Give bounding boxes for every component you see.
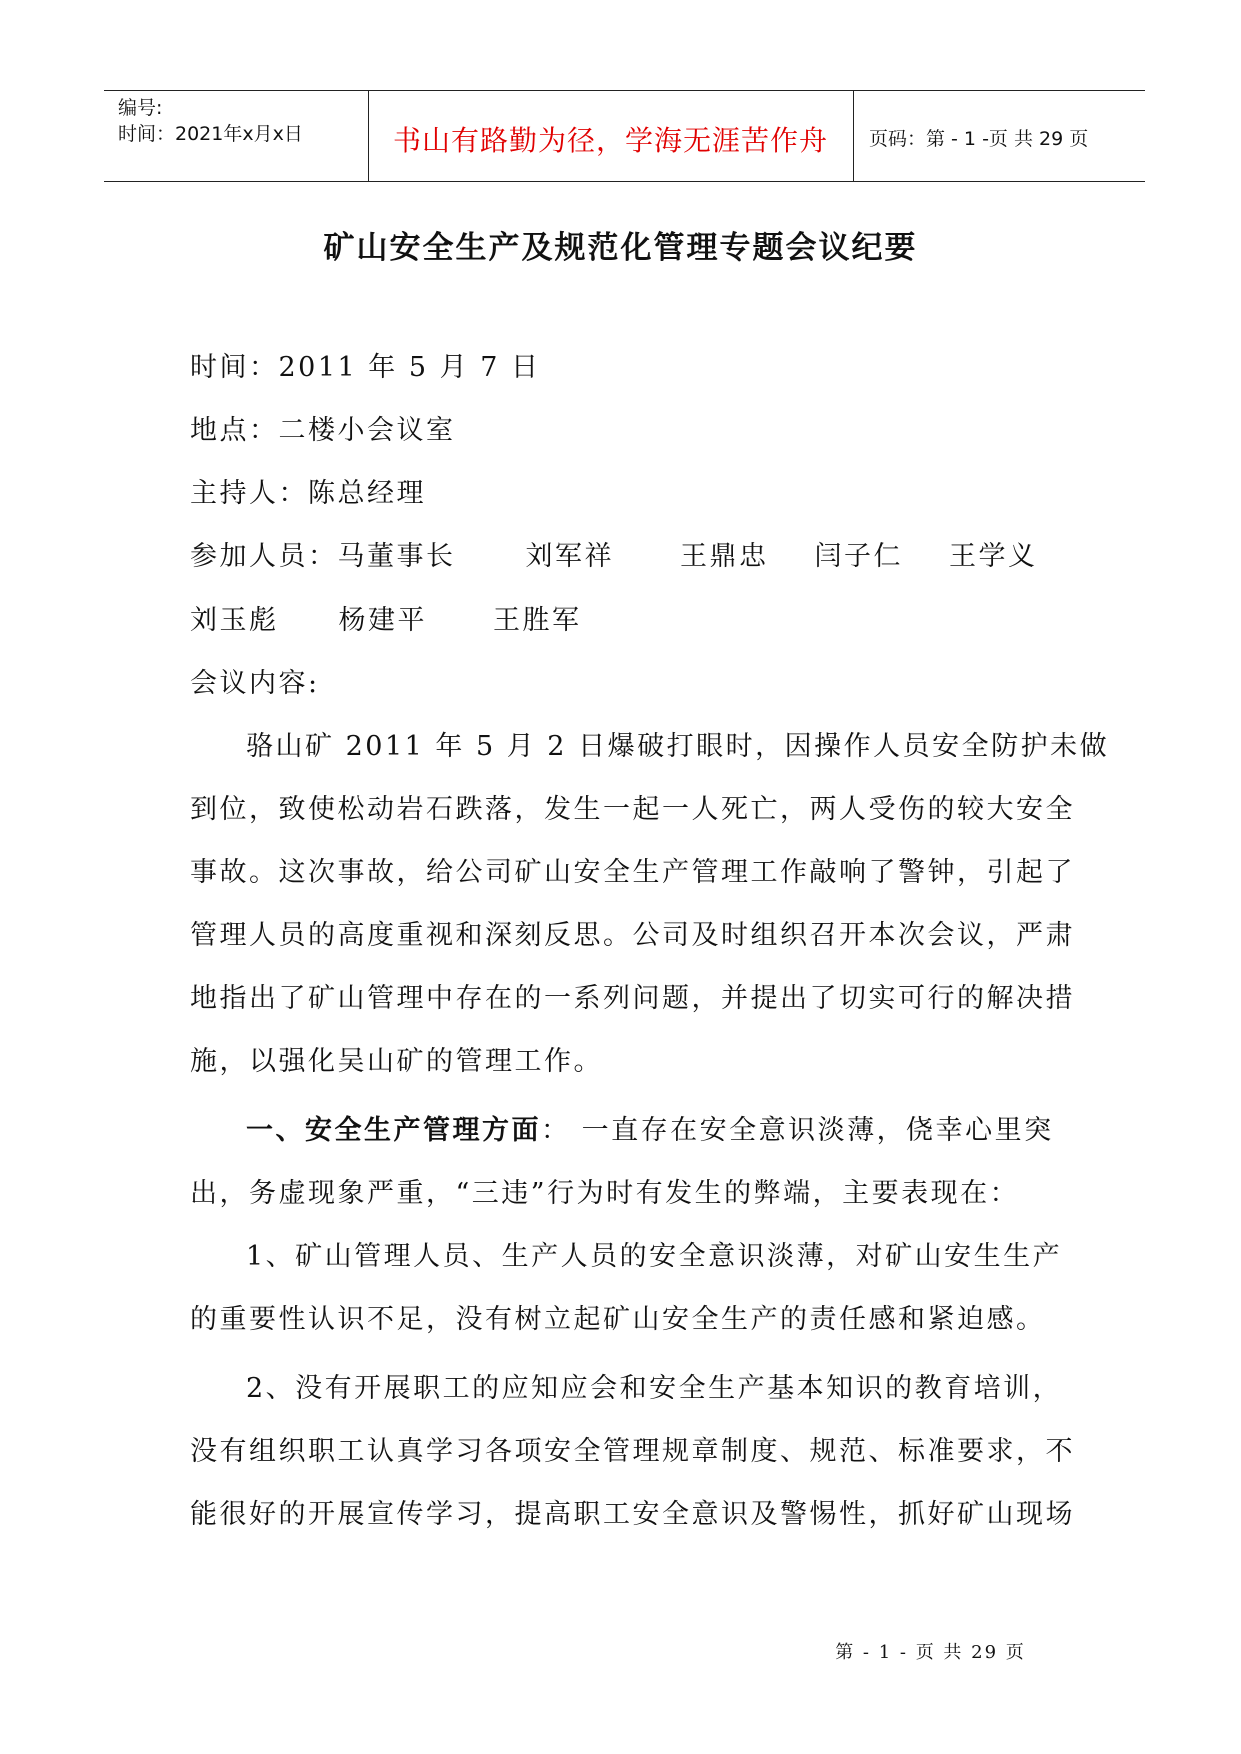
page-header [104, 90, 1145, 182]
attendee: 王胜军 [493, 605, 582, 636]
header-page-code: 页码：第 - 1 -页 共 29 页 [869, 128, 1089, 150]
list-item-line: 没有组织职工认真学习各项安全管理规章制度、规范、标准要求，不 [190, 1436, 1075, 1467]
meeting-time: 时间：2011 年 5 月 7 日 [190, 352, 541, 383]
header-motto-cell [368, 91, 854, 181]
page-footer: 第 - 1 - 页 共 29 页 [835, 1642, 1026, 1663]
paragraph-line: 地指出了矿山管理中存在的一系列问题，并提出了切实可行的解决措 [190, 983, 1075, 1014]
meeting-place: 地点：二楼小会议室 [190, 415, 456, 446]
section-heading-line [246, 1108, 1060, 1147]
paragraph-line: 骆山矿 2011 年 5 月 2 日爆破打眼时，因操作人员安全防护未做 [246, 731, 1110, 762]
attendee: 闫子仁 [814, 541, 903, 572]
paragraph-line: 事故。这次事故，给公司矿山安全生产管理工作敲响了警钟，引起了 [190, 857, 1075, 888]
header-motto: 书山有路勤为径，学海无涯苦作舟 [392, 124, 828, 157]
header-page-cell [853, 91, 1145, 181]
list-item-line: 1、矿山管理人员、生产人员的安全意识淡薄，对矿山安生生产 [246, 1241, 1063, 1272]
paragraph-line: 管理人员的高度重视和深刻反思。公司及时组织召开本次会议，严肃 [190, 920, 1075, 951]
attendees-row [190, 598, 1060, 637]
paragraph-line: 施，以强化吴山矿的管理工作。 [190, 1046, 603, 1077]
attendee: 杨建平 [338, 605, 427, 636]
paragraph-line: 到位，致使松动岩石跌落，发生一起一人死亡，两人受伤的较大安全 [190, 794, 1075, 825]
content-label: 会议内容: [190, 668, 320, 699]
attendee: 刘玉彪 [190, 605, 279, 636]
list-item-line: 2、没有开展职工的应知应会和安全生产基本知识的教育培训， [246, 1373, 1063, 1404]
attendee: 王鼎忠 [680, 541, 769, 572]
list-item-line: 的重要性认识不足，没有树立起矿山安全生产的责任感和紧迫感。 [190, 1304, 1046, 1335]
serial-number-label: 编号: [118, 97, 163, 119]
header-date: 时间：2021年x月x日 [118, 123, 303, 145]
section-text: ： 一直存在安全意识淡薄，侥幸心里突 [541, 1115, 1054, 1146]
list-item-line: 能很好的开展宣传学习，提高职工安全意识及警惕性，抓好矿山现场 [190, 1499, 1075, 1530]
attendee: 刘军祥 [525, 541, 614, 572]
attendees-label: 参加人员： [190, 541, 338, 572]
attendee: 马董事长 [337, 541, 456, 572]
document-title: 矿山安全生产及规范化管理专题会议纪要 [323, 230, 918, 266]
meeting-host: 主持人：陈总经理 [190, 478, 426, 509]
section-heading: 一、安全生产管理方面 [246, 1115, 541, 1146]
attendee: 王学义 [949, 541, 1038, 572]
attendees-row [190, 534, 1060, 573]
paragraph-line: 出，务虚现象严重，“三违”行为时有发生的弊端，主要表现在： [190, 1178, 1020, 1209]
header-meta-cell [104, 91, 369, 181]
